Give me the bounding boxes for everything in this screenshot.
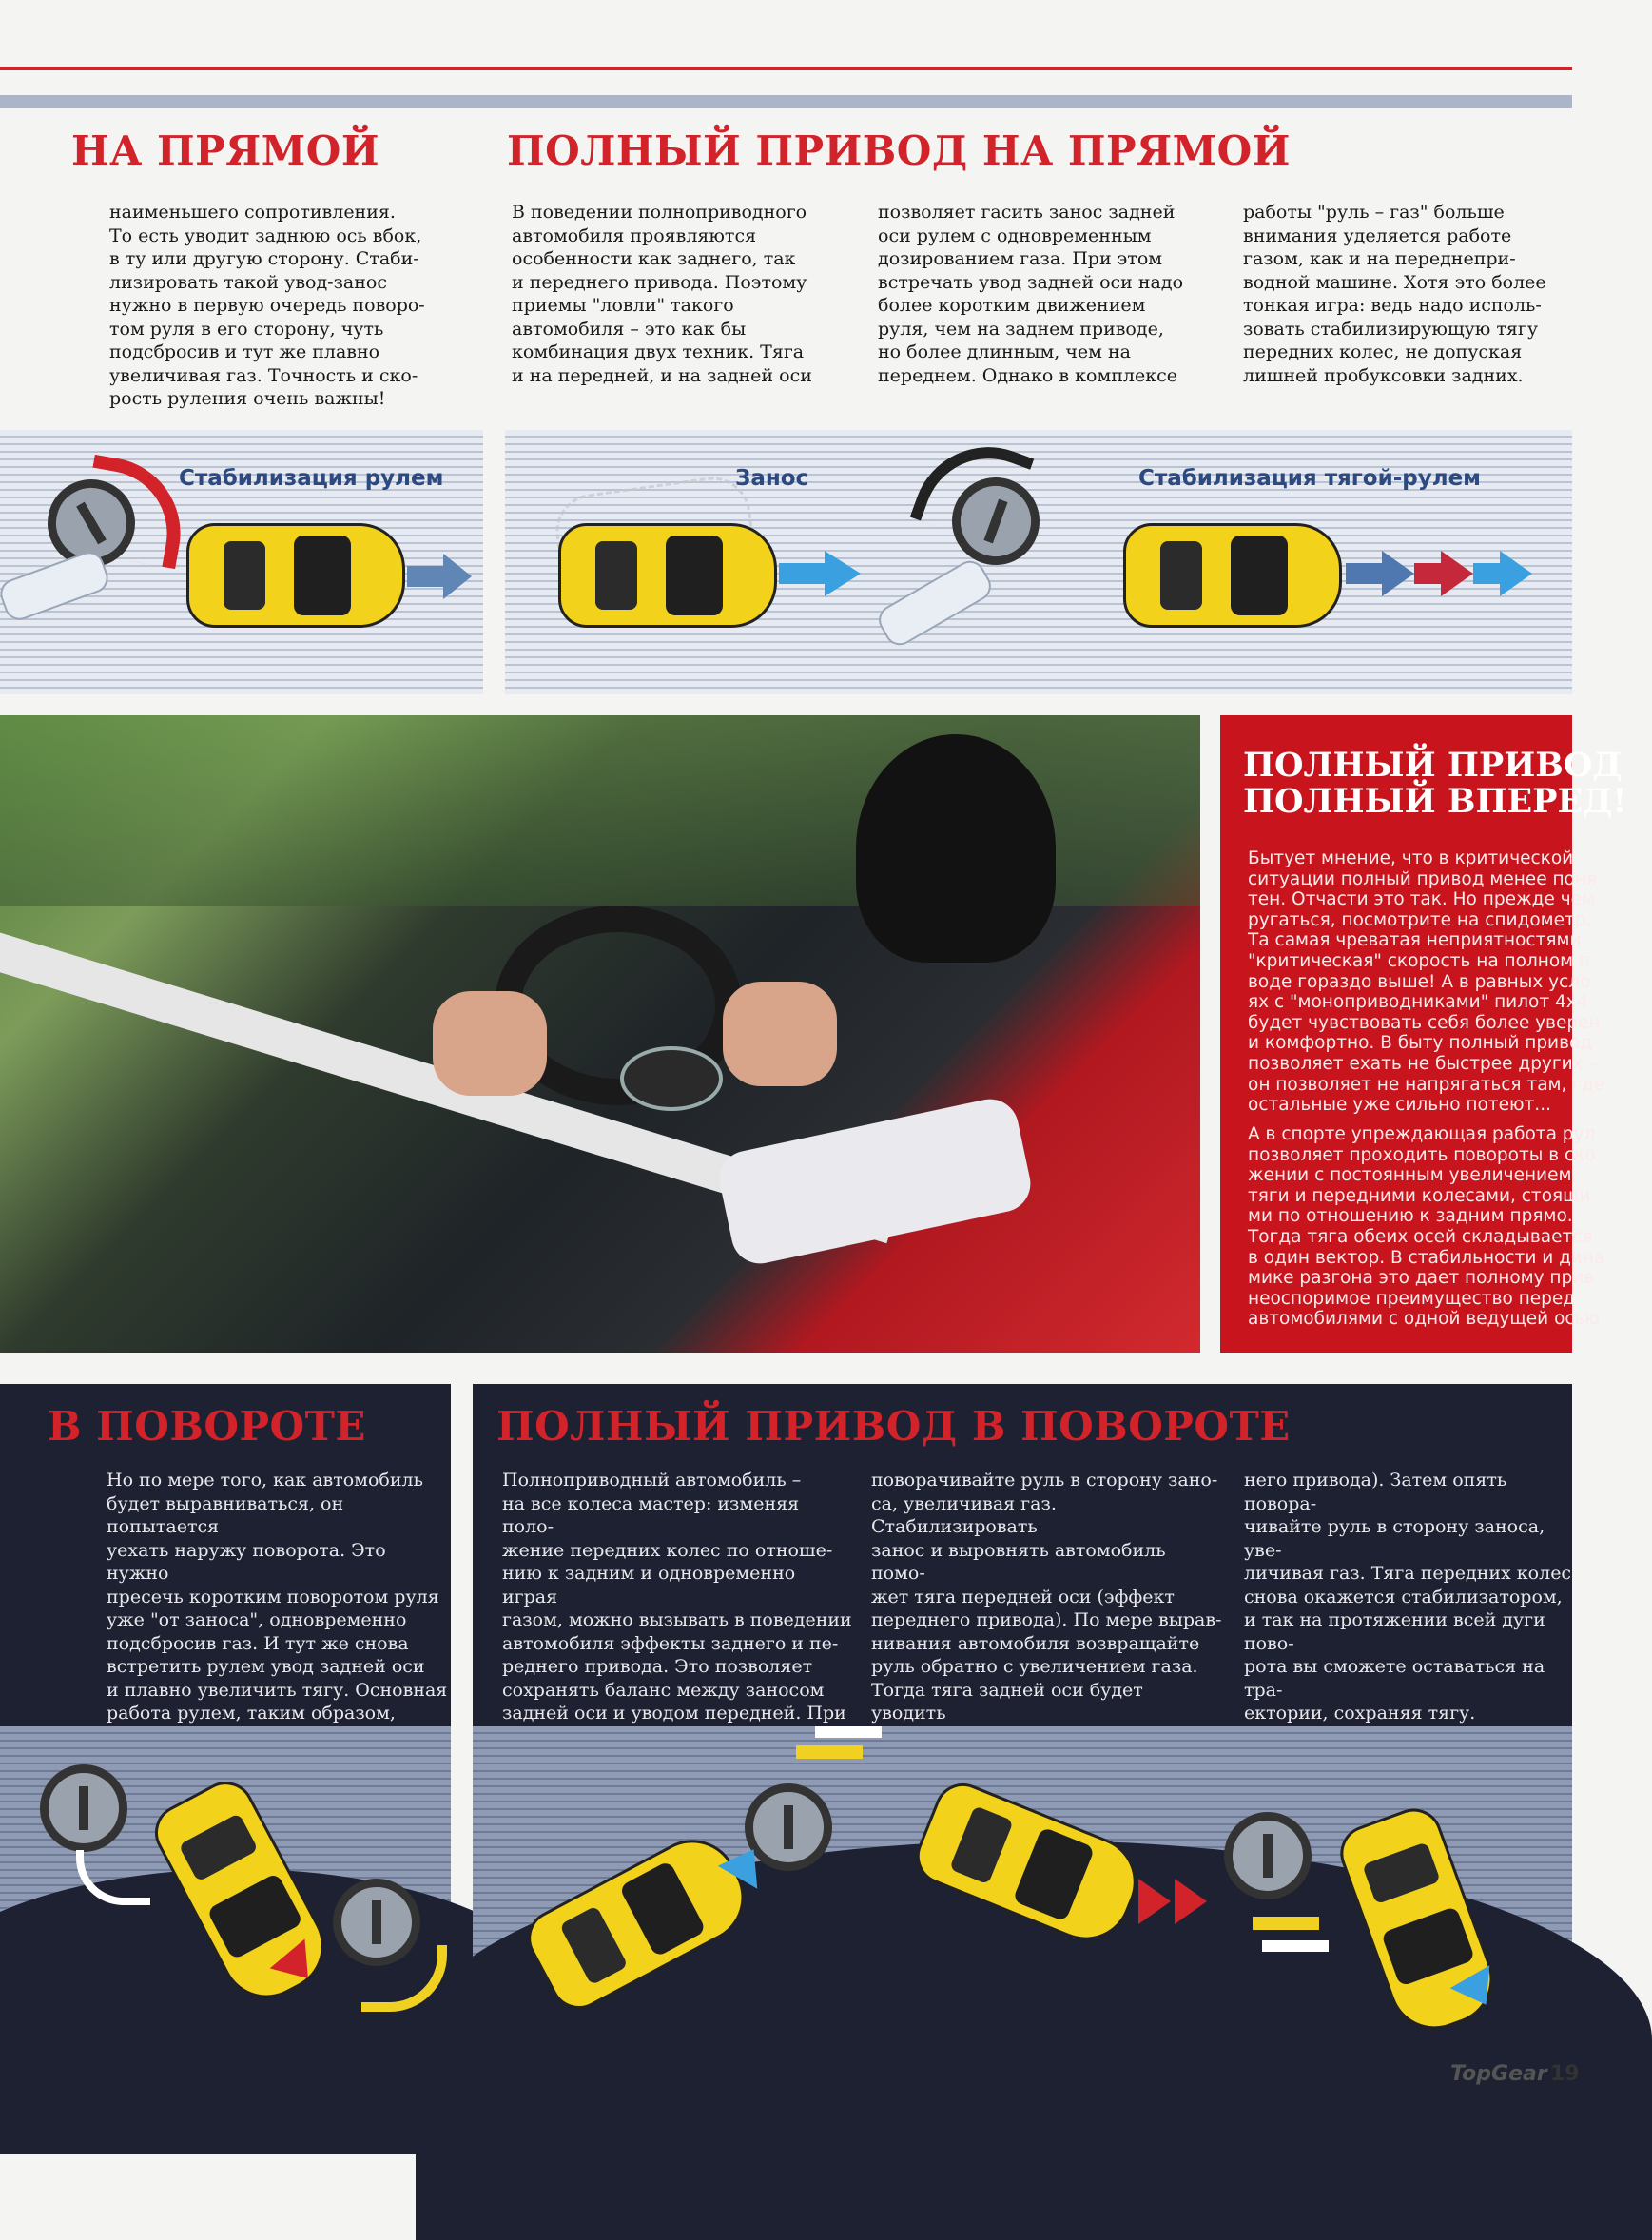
footer-brand-logo: TopGear: [1450, 2062, 1547, 2086]
text-line: уехать наружу поворота. Это нужно: [107, 1539, 386, 1584]
text-line: зовать стабилизирующую тягу: [1243, 318, 1539, 340]
text-line: работа рулем, таким образом,: [107, 1703, 396, 1724]
text-line: реднего привода. Это позволяет: [502, 1656, 813, 1677]
photo-driver-in-car: [0, 715, 1200, 1353]
driver-arm-icon: [873, 555, 996, 651]
text-line: Бытует мнение, что в критической: [1248, 848, 1574, 868]
text-line: переднем. Однако в комплексе: [878, 364, 1177, 386]
text-line: подсбросив газ. И тут же снова: [107, 1632, 409, 1654]
text-line: пресечь коротким поворотом руля: [107, 1586, 439, 1607]
text-line: и переднего привода. Поэтому: [512, 271, 807, 293]
blue-arrow-icon: [1382, 551, 1414, 596]
sidebar-paragraph-2: [1248, 1124, 1604, 1330]
text-line: снова окажется стабилизатором,: [1244, 1586, 1563, 1607]
sidebar-awd-forward: [1220, 715, 1627, 1353]
text-line: газом, как и на переднепри-: [1243, 248, 1516, 269]
heading-awd-na-pryamoy: ПОЛНЫЙ ПРИВОД НА ПРЯМОЙ: [507, 127, 1291, 174]
bottom-text-column-2: [502, 1469, 854, 1748]
text-line: Тогда тяга задней оси будет уводить: [871, 1679, 1143, 1724]
text-line: автомобилями с одной ведущей осью: [1248, 1309, 1601, 1330]
text-line: будет выравниваться, он попытается: [107, 1492, 344, 1537]
text-line: автомобиля – это как бы: [512, 318, 747, 340]
white-traction-arrow-icon: [815, 1726, 882, 1738]
text-line: автомобиля проявляются: [512, 224, 757, 246]
text-line: автомобиля эффекты заднего и пе-: [502, 1632, 839, 1654]
diagram-turn-awd: [473, 1726, 1572, 2021]
text-column-2: [512, 201, 845, 387]
text-line: оси рулем с одновременным: [878, 224, 1152, 246]
text-line: газом, можно вызывать в поведении: [502, 1609, 852, 1630]
text-line: занос и выровнять автомобиль помо-: [871, 1539, 1166, 1584]
text-line: В поведении полноприводного: [512, 202, 807, 223]
text-line: руль обратно с увеличением газа.: [871, 1656, 1198, 1677]
yellow-traction-arrow-icon: [796, 1745, 863, 1759]
text-line: встречать увод задней оси надо: [878, 271, 1184, 293]
text-line: ситуации полный привод менее поня: [1248, 868, 1598, 889]
photo-hand-left: [433, 991, 547, 1096]
white-traction-arrow-icon: [1262, 1940, 1329, 1952]
text-line: и плавно увеличить тягу. Основная: [107, 1679, 448, 1701]
blue-arrow-icon: [825, 551, 861, 596]
photo-audi-logo: [620, 1046, 723, 1111]
text-line: но более длинным, чем на: [878, 341, 1131, 362]
photo-hand-right: [723, 982, 837, 1086]
text-line: тяги и передними колесами, стоящи: [1248, 1185, 1591, 1206]
yellow-car-icon: [186, 523, 405, 628]
text-line: тен. Отчасти это так. Но прежде чем: [1248, 889, 1595, 910]
text-line: задней оси и уводом передней. При: [502, 1703, 846, 1724]
text-line: него привода). Затем опять повора-: [1244, 1470, 1507, 1514]
text-line: более коротким движением: [878, 295, 1146, 316]
heading-awd-v-povorote: ПОЛНЫЙ ПРИВОД В ПОВОРОТЕ: [496, 1403, 1291, 1450]
text-line: То есть уводит заднюю ось вбок,: [109, 224, 422, 246]
page-number: 19: [1550, 2062, 1580, 2086]
driver-arm-icon: [0, 548, 112, 624]
text-line: позволяет проходить повороты в ско: [1248, 1144, 1596, 1165]
diagram-turn-rwd: [0, 1726, 451, 2021]
text-line: Полноприводный автомобиль –: [502, 1470, 802, 1490]
text-line: лишней пробуксовки задних.: [1243, 364, 1524, 386]
yellow-traction-arrow-icon: [1253, 1917, 1319, 1930]
text-line: и на передней, и на задней оси: [512, 364, 812, 386]
text-line: водной машине. Хотя это более: [1243, 271, 1546, 293]
text-line: жение передних колес по отноше-: [502, 1539, 833, 1561]
arrow-shaft: [1346, 563, 1384, 584]
arrow-shaft: [1473, 563, 1502, 584]
text-line: чивайте руль в сторону заноса, уве-: [1244, 1516, 1545, 1561]
text-line: Та самая чреватая неприятностями: [1248, 930, 1582, 951]
yellow-car-icon: [1123, 523, 1342, 628]
text-line: особенности как заднего, так: [512, 248, 796, 269]
text-line: сохранять баланс между заносом: [502, 1679, 825, 1701]
blue-arrow-icon: [443, 554, 472, 599]
text-line: рость руления очень важны!: [109, 388, 386, 409]
text-line: са, увеличивая газ. Стабилизировать: [871, 1492, 1057, 1537]
arrow-shaft: [1414, 563, 1443, 584]
arrow-shaft: [407, 566, 445, 587]
text-line: поворачивайте руль в сторону зано-: [871, 1470, 1218, 1490]
text-line: позволяет гасить занос задней: [878, 202, 1176, 223]
text-line: лизировать такой увод-занос: [109, 271, 388, 293]
heading-na-pryamoy: НА ПРЯМОЙ: [71, 127, 380, 174]
text-line: подсбросив и тут же плавно: [109, 341, 380, 362]
diagram-straight-awd: [505, 430, 1572, 694]
red-turn-arrow-icon: [78, 455, 192, 569]
arrow-shaft: [779, 563, 826, 584]
text-line: он позволяет не напрягаться там, где: [1248, 1074, 1605, 1095]
text-line: жении с постоянным увеличением: [1248, 1165, 1572, 1186]
text-line: А в спорте упреждающая работа рул: [1248, 1124, 1596, 1144]
label-skid: Занос: [735, 466, 809, 491]
diagram-straight-rwd: [0, 430, 483, 694]
text-line: неоспоримое преимущество перед: [1248, 1288, 1576, 1309]
text-line: передних колес, не допуская: [1243, 341, 1523, 362]
text-line: Тогда тяга обеих осей складывается: [1248, 1226, 1593, 1247]
label-stabilization-traction-steering: Стабилизация тягой-рулем: [1138, 466, 1481, 491]
label-stabilization-steering: Стабилизация рулем: [179, 466, 444, 491]
text-column-1: [109, 201, 452, 411]
text-line: комбинация двух техник. Тяга: [512, 341, 805, 362]
red-arrow-icon: [1175, 1879, 1207, 1924]
sidebar-title-line2: ПОЛНЫЙ ВПЕРЕД!: [1243, 782, 1627, 821]
text-column-3: [878, 201, 1211, 387]
text-line: ектории, сохраняя тягу.: [1244, 1703, 1476, 1724]
text-line: в один вектор. В стабильности и дина: [1248, 1247, 1605, 1268]
text-line: переднего привода). По мере вырав-: [871, 1609, 1222, 1630]
heading-v-povorote: В ПОВОРОТЕ: [48, 1403, 366, 1450]
text-line: ми по отношению к задним прямо.: [1248, 1206, 1573, 1227]
text-line: остальные уже сильно потеют...: [1248, 1095, 1551, 1116]
steering-wheel-icon: [40, 1764, 127, 1852]
text-line: нивания автомобиля возвращайте: [871, 1632, 1200, 1654]
text-line: руля, чем на заднем приводе,: [878, 318, 1164, 340]
red-arrow-icon: [1441, 551, 1473, 596]
sidebar-paragraph-1: [1248, 848, 1604, 1116]
text-line: нию к задним и одновременно играя: [502, 1563, 796, 1607]
text-line: тонкая игра: ведь надо исполь-: [1243, 295, 1542, 316]
text-line: личивая газ. Тяга передних колес: [1244, 1563, 1572, 1584]
steering-wheel-icon: [1224, 1812, 1312, 1899]
text-line: и так на протяжении всей дуги пово-: [1244, 1609, 1545, 1654]
text-line: рота вы сможете оставаться на тра-: [1244, 1656, 1545, 1701]
text-line: ях с "моноприводниками" пилот 4x4: [1248, 992, 1588, 1013]
text-line: позволяет ехать не быстрее других –: [1248, 1053, 1598, 1074]
photo-race-suit: [714, 1094, 1036, 1269]
text-line: ругаться, посмотрите на спидометр.: [1248, 909, 1592, 930]
top-blue-band: [0, 95, 1572, 108]
text-line: наименьшего сопротивления.: [109, 202, 396, 223]
text-line: жет тяга передней оси (эффект: [871, 1586, 1175, 1607]
sidebar-title-line1: ПОЛНЫЙ ПРИВОД: [1243, 746, 1623, 785]
text-line: "критическая" скорость на полном п: [1248, 950, 1591, 971]
text-line: том руля в его сторону, чуть: [109, 318, 384, 340]
text-line: встретить рулем увод задней оси: [107, 1656, 425, 1677]
text-line: Но по мере того, как автомобиль: [107, 1470, 423, 1490]
text-line: приемы "ловли" такого: [512, 295, 734, 316]
text-line: нужно в первую очередь поворо-: [109, 295, 425, 316]
text-line: мике разгона это дает полному прив: [1248, 1268, 1595, 1289]
text-line: воде гораздо выше! А в равных усло: [1248, 971, 1591, 992]
text-line: уже "от заноса", одновременно: [107, 1609, 407, 1630]
yellow-car-icon: [558, 523, 777, 628]
text-line: будет чувствовать себя более уверен: [1248, 1012, 1601, 1033]
text-line: на все колеса мастер: изменяя поло-: [502, 1492, 800, 1537]
blue-arrow-icon: [1500, 551, 1532, 596]
text-line: работы "руль – газ" больше: [1243, 202, 1505, 223]
text-column-4: [1243, 201, 1566, 387]
text-line: внимания уделяется работе: [1243, 224, 1512, 246]
text-line: в ту или другую сторону. Стаби-: [109, 248, 419, 269]
text-line: и комфортно. В быту полный привод: [1248, 1033, 1593, 1054]
red-arrow-icon: [1138, 1879, 1171, 1924]
text-line: дозированием газа. При этом: [878, 248, 1163, 269]
text-line: увеличивая газ. Точность и ско-: [109, 364, 418, 386]
top-red-rule: [0, 67, 1572, 70]
photo-helmet: [856, 734, 1056, 963]
